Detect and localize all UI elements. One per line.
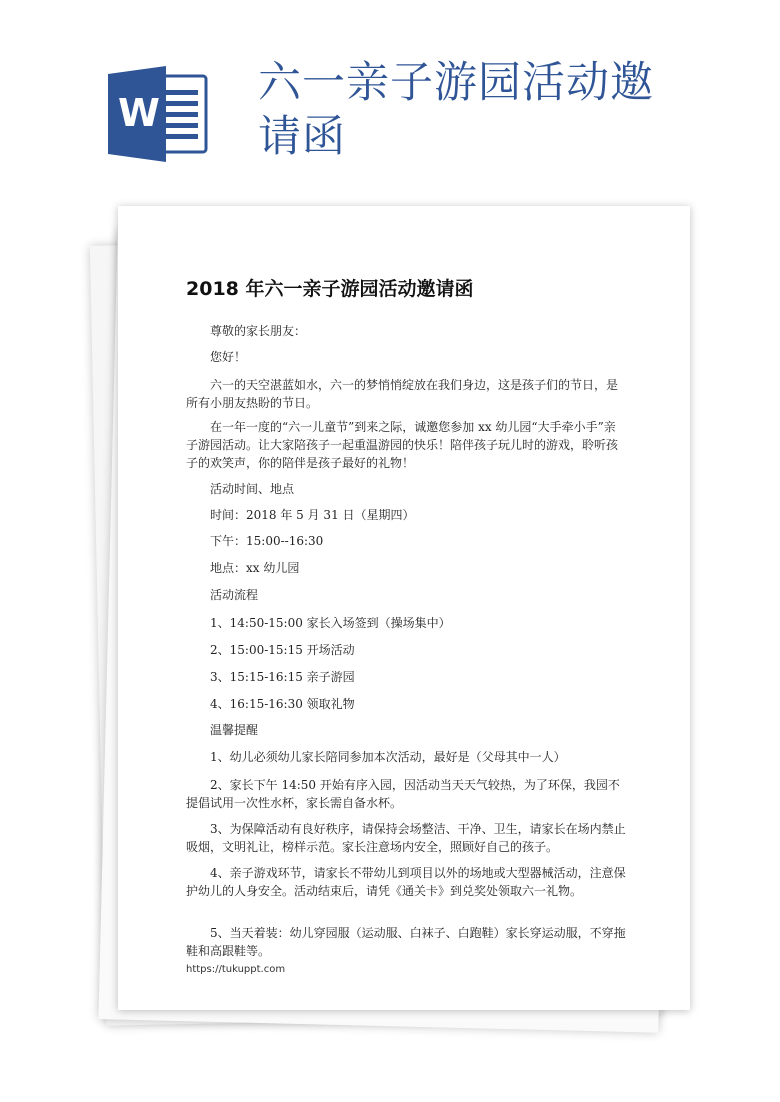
schedule-item: 2、15:00-15:15 开场活动 [210, 643, 355, 657]
word-doc-icon [104, 66, 212, 162]
reminder-item: 1、幼儿必须幼儿家长陪同参加本次活动，最好是（父母其中一人） [210, 750, 566, 764]
section-heading-time-place: 活动时间、地点 [210, 482, 295, 496]
section-heading-reminders: 温馨提醒 [210, 723, 259, 737]
reminder-item: 3、为保障活动有良好秩序，请保持会场整洁、干净、卫生，请家长在场内禁止吸烟，文明礼让，榜样示范。家长注意场内安全，照顾好自己的孩子。 [186, 822, 626, 854]
schedule-item: 1、14:50-15:00 家长入场签到（操场集中） [210, 616, 451, 630]
footer-url[interactable]: https://tukuppt.com [186, 964, 286, 975]
event-location: 地点：xx 幼儿园 [210, 561, 300, 575]
greeting: 您好！ [210, 350, 247, 364]
schedule-item: 4、16:15-16:30 领取礼物 [210, 697, 355, 711]
invitation-paragraph: 在一年一度的“六一儿童节”到来之际，诚邀您参加 xx 幼儿园“大手牵小手”亲子游园活动。让大家陪孩子一起重温游园的快乐！陪伴孩子玩儿时的游戏，聆听孩子的欢笑声，你的陪伴是孩子最好的礼物！ [186, 420, 619, 470]
reminder-item: 2、家长下午 14:50 开始有序入园，因活动当天天气较热，为了环保，我园不提倡试用一次性水杯，家长需自备水杯。 [186, 778, 620, 810]
schedule-item: 3、15:15-16:15 亲子游园 [210, 670, 355, 684]
reminder-item: 5、当天着装：幼儿穿园服（运动服、白袜子、白跑鞋）家长穿运动服，不穿拖鞋和高跟鞋等。 [186, 926, 626, 958]
section-heading-schedule: 活动流程 [210, 588, 259, 602]
document-page [118, 206, 690, 1010]
page-title: 六一亲子游园活动邀请函 [258, 58, 654, 162]
svg-text:W: W [118, 91, 160, 135]
document-title: 2018 年六一亲子游园活动邀请函 [186, 278, 474, 300]
event-date: 时间：2018 年 5 月 31 日（星期四） [210, 508, 415, 522]
reminder-item: 4、亲子游戏环节，请家长不带幼儿到项目以外的场地或大型器械活动，注意保护幼儿的人身安全。活动结束后，请凭《通关卡》到兑奖处领取六一礼物。 [186, 866, 626, 898]
header [0, 0, 780, 200]
salutation: 尊敬的家长朋友： [210, 324, 307, 338]
intro-paragraph: 六一的天空湛蓝如水，六一的梦悄悄绽放在我们身边，这是孩子们的节日，是所有小朋友热盼的节日。 [186, 378, 619, 410]
event-time: 下午：15:00--16:30 [210, 534, 324, 548]
